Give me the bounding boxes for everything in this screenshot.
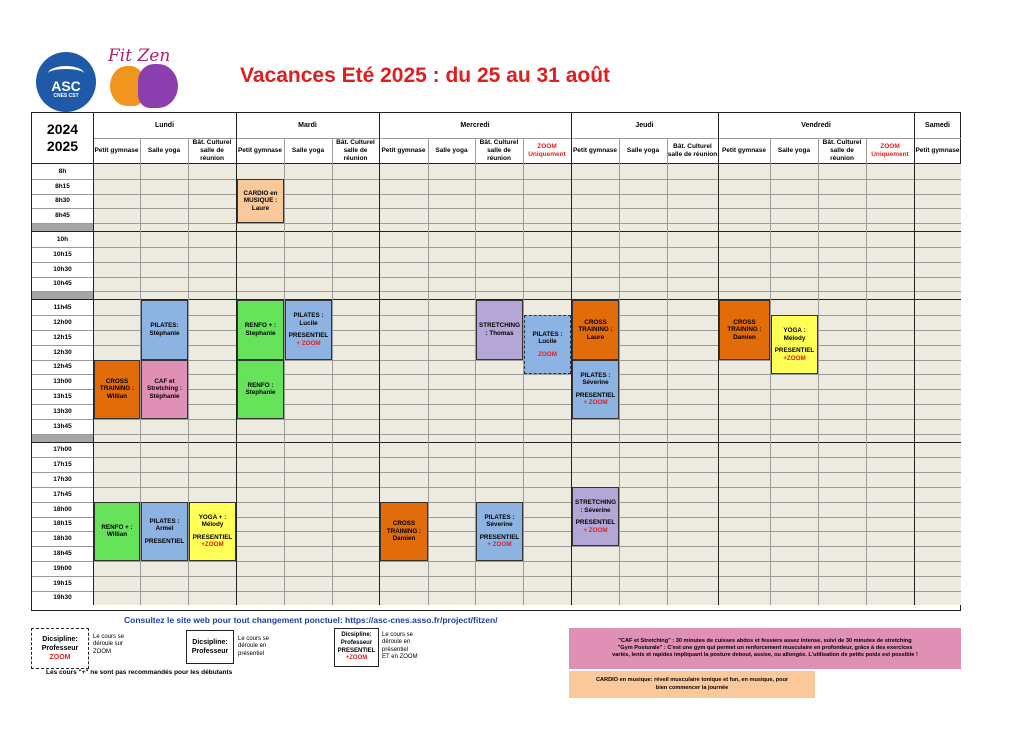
class-pilates-mercredi-zoom[interactable] bbox=[524, 315, 571, 374]
time-label: 8h45 bbox=[55, 212, 70, 220]
time-label: 17h45 bbox=[53, 490, 72, 498]
room-header: Bât. Culturel salle de réunion bbox=[192, 138, 232, 162]
legend-zoom-discipline: Dicsipline: bbox=[42, 636, 78, 643]
cardio-description-2: bien commencer la journée bbox=[655, 684, 729, 691]
class-label: PILATES : bbox=[149, 517, 180, 525]
class-label: Laure bbox=[586, 333, 605, 341]
class-label: Damien bbox=[392, 535, 416, 543]
class-yoga-vendredi[interactable] bbox=[771, 315, 818, 374]
room-header: Petit gymnase bbox=[721, 146, 767, 154]
room-header: Salle yoga bbox=[777, 146, 811, 154]
legend-presentiel-box bbox=[186, 630, 234, 664]
legend-zoom-prof: Professeur bbox=[41, 645, 79, 652]
class-label: RENFO + : bbox=[244, 322, 277, 330]
class-mode: PRESENTIEL bbox=[575, 519, 616, 527]
class-label: Lucile bbox=[299, 319, 318, 327]
time-label: 13h30 bbox=[53, 407, 72, 415]
time-label: 18h00 bbox=[53, 505, 72, 513]
time-label: 17h15 bbox=[53, 461, 72, 469]
class-label: CAF et bbox=[154, 377, 175, 385]
room-header: Petit gymnase bbox=[94, 146, 139, 154]
class-pilates-jeudi[interactable] bbox=[572, 360, 619, 419]
year-line-1: 2024 bbox=[46, 121, 79, 137]
legend-both-discipline: Dicsipline: bbox=[341, 632, 372, 639]
class-label: TRAINING : bbox=[386, 527, 422, 535]
room-header: Bât. Culturel salle de réunion bbox=[479, 138, 519, 162]
column-divider bbox=[332, 138, 333, 605]
column-divider bbox=[284, 138, 285, 605]
row-divider bbox=[32, 561, 961, 562]
class-mode: + ZOOM bbox=[583, 399, 608, 407]
class-label: TRAINING : bbox=[578, 326, 613, 334]
room-header: Salle yoga bbox=[147, 146, 181, 154]
class-stretching-jeudi[interactable] bbox=[572, 487, 619, 546]
day-header: Vendredi bbox=[801, 121, 831, 129]
gym-posturale-description-2: variés, lents et rapides impliquant la posture debout, assise, ou allongée. L'utilisation de petits poids est possible ! bbox=[612, 652, 918, 659]
header-divider bbox=[32, 163, 961, 164]
class-label: Damien bbox=[733, 333, 756, 341]
room-header: ZOOM Uniquement bbox=[871, 142, 909, 158]
legend-both-desc-2: déroule en bbox=[382, 639, 411, 646]
beginner-note: Les cours "+" ne sont pas recommandés pour les débutants bbox=[46, 669, 233, 676]
room-header: Bât. Culturel salle de réunion bbox=[667, 142, 718, 158]
class-label: PILATES : bbox=[484, 513, 515, 521]
asc-logo-subtext: CNES CST bbox=[53, 93, 79, 99]
column-divider bbox=[818, 138, 819, 605]
time-label: 12h15 bbox=[53, 333, 72, 341]
class-label: CROSS bbox=[584, 318, 607, 326]
time-label: 18h15 bbox=[53, 520, 72, 528]
header-row-divider bbox=[93, 138, 961, 139]
class-label: Armel bbox=[155, 525, 174, 533]
legend-zoom-desc-2: déroule sur bbox=[93, 641, 124, 648]
room-header: Salle yoga bbox=[626, 146, 660, 154]
legend-both-desc-1: Le cours se bbox=[382, 632, 414, 638]
class-label: : Séverine bbox=[580, 506, 611, 514]
day-divider bbox=[914, 113, 915, 605]
legend-pres-desc-1: Le cours se bbox=[238, 636, 270, 642]
day-header: Lundi bbox=[154, 121, 175, 129]
class-mode: PRESENTIEL bbox=[192, 533, 233, 541]
room-header: Salle yoga bbox=[291, 146, 325, 154]
class-mode: PRESENTIEL bbox=[479, 533, 520, 541]
class-label: Stéphanie bbox=[149, 392, 180, 400]
rocket-arc-icon bbox=[48, 66, 84, 81]
class-label: Stretching : bbox=[147, 385, 182, 393]
column-divider bbox=[428, 138, 429, 605]
class-mode: PRESENTIEL bbox=[288, 332, 329, 340]
class-label: TRAINING : bbox=[99, 385, 135, 393]
class-label: TRAINING : bbox=[727, 326, 762, 334]
class-label: YOGA + : bbox=[198, 513, 227, 521]
class-label: PILATES: bbox=[150, 322, 179, 330]
time-label: 10h bbox=[56, 236, 69, 244]
day-header: Mercredi bbox=[460, 121, 490, 129]
row-divider bbox=[32, 487, 961, 488]
legend-pres-desc-3: présentiel bbox=[238, 650, 265, 657]
class-pilates-mercredi-soir[interactable] bbox=[476, 502, 523, 561]
row-divider bbox=[32, 179, 961, 180]
class-label: Lucile bbox=[538, 338, 557, 346]
page-title: Vacances Eté 2025 : du 25 au 31 août bbox=[240, 64, 611, 87]
class-label: PILATES : bbox=[293, 312, 324, 320]
gym-posturale-description-1: "Gym Posturale" : C'est une gym qui permet un renforcement musculaire en profondeur, grâce à des exercices bbox=[617, 644, 913, 651]
class-cardio-mardi[interactable] bbox=[237, 179, 284, 223]
class-yoga-lundi-soir[interactable] bbox=[189, 502, 236, 561]
room-header: Petit gymnase bbox=[237, 146, 283, 154]
class-cross-mercredi[interactable] bbox=[380, 502, 428, 561]
row-divider bbox=[32, 457, 961, 458]
class-mode: + ZOOM bbox=[583, 526, 608, 534]
row-divider bbox=[32, 223, 961, 224]
room-header: Petit gymnase bbox=[381, 146, 426, 154]
class-stretching-mercredi[interactable] bbox=[476, 300, 523, 359]
time-label: 12h30 bbox=[53, 348, 72, 356]
time-label: 19h00 bbox=[53, 564, 72, 572]
class-label: Willian bbox=[106, 531, 128, 539]
class-mode: + ZOOM bbox=[487, 541, 512, 549]
class-label: Stephanie bbox=[245, 389, 276, 397]
fitzen-logo-text: Fit Zen bbox=[108, 46, 171, 66]
row-divider bbox=[32, 247, 961, 248]
year-line-2: 2025 bbox=[46, 138, 79, 154]
day-header: Mardi bbox=[298, 121, 317, 129]
class-label: STRETCHING bbox=[479, 322, 520, 330]
class-pilates-lundi-soir[interactable] bbox=[141, 502, 188, 561]
class-label: Laure bbox=[251, 204, 270, 212]
caf-description: "CAF et Stretching" : 30 minutes de cuisses abdos et fessiers assez intense, suivi de 30 minutes de stretching bbox=[618, 637, 912, 644]
column-divider bbox=[619, 138, 620, 605]
room-header: Bât. Culturel salle de réunion bbox=[822, 138, 862, 162]
time-label: 17h00 bbox=[53, 446, 72, 454]
asc-logo-text: ASC bbox=[51, 78, 81, 94]
class-label: Séverine bbox=[486, 521, 513, 529]
room-header: Petit gymnase bbox=[572, 146, 618, 154]
legend-zoom-tag: ZOOM bbox=[49, 654, 71, 661]
time-label: 8h bbox=[58, 167, 67, 175]
class-label: Stephanie bbox=[245, 329, 276, 337]
class-label: CROSS bbox=[733, 318, 756, 326]
column-divider bbox=[866, 138, 867, 605]
row-divider bbox=[32, 434, 961, 435]
class-renfo-mardi-2[interactable] bbox=[237, 360, 284, 419]
class-label: : Thomas bbox=[485, 329, 514, 337]
fitzen-logo bbox=[102, 46, 186, 108]
row-divider bbox=[32, 277, 961, 278]
class-label: CARDIO en MUSIQUE : bbox=[243, 189, 278, 205]
legend-pres-discipline: Dicsipline: bbox=[192, 639, 228, 646]
time-label: 17h30 bbox=[53, 476, 72, 484]
class-mode: +ZOOM bbox=[201, 541, 224, 549]
day-header: Samedi bbox=[925, 121, 950, 129]
legend-zoom-box bbox=[31, 628, 89, 669]
website-link[interactable]: Consultez le site web pour tout changement ponctuel: https://asc-cnes.asso.fr/project/fitzen/ bbox=[124, 615, 498, 625]
class-label: Mélody bbox=[201, 521, 224, 529]
row-divider bbox=[32, 291, 961, 292]
legend-zoom-desc-3: ZOOM bbox=[93, 648, 111, 655]
row-divider bbox=[32, 591, 961, 592]
legend-pres-desc-2: déroule en bbox=[238, 643, 267, 650]
class-label: Willian bbox=[106, 392, 128, 400]
class-label: RENFO + : bbox=[101, 523, 133, 531]
legend-both-box bbox=[334, 628, 379, 667]
row-divider bbox=[32, 208, 961, 209]
room-header: Petit gymnase bbox=[915, 146, 960, 154]
time-label: 10h30 bbox=[53, 265, 72, 273]
legend-both-presentiel: PRESENTIEL bbox=[337, 647, 376, 654]
legend-pres-prof: Professeur bbox=[191, 648, 229, 655]
class-label: Mélody bbox=[783, 334, 806, 342]
class-mode: PRESENTIEL bbox=[144, 537, 185, 545]
class-label: YOGA : bbox=[783, 327, 806, 335]
class-label: RENFO : bbox=[247, 381, 274, 389]
legend-pres-desc bbox=[238, 636, 269, 658]
row-divider bbox=[32, 419, 961, 420]
class-caf-lundi[interactable] bbox=[141, 360, 188, 419]
time-label: 13h00 bbox=[53, 378, 72, 386]
class-renfo-mardi[interactable] bbox=[237, 300, 284, 359]
class-label: Séverine bbox=[582, 379, 609, 387]
class-mode: PRESENTIEL bbox=[575, 391, 616, 399]
class-label: STRETCHING bbox=[575, 498, 616, 506]
row-divider bbox=[32, 472, 961, 473]
legend-both-desc-3: présentiel bbox=[382, 646, 409, 653]
class-renfo-lundi[interactable] bbox=[94, 502, 140, 561]
class-cross-vendredi[interactable] bbox=[719, 300, 770, 359]
time-label: 19h30 bbox=[53, 594, 72, 602]
class-label: CROSS bbox=[105, 377, 129, 385]
time-label: 8h30 bbox=[55, 197, 70, 205]
asc-logo bbox=[36, 52, 96, 112]
class-pilates-lundi[interactable] bbox=[141, 300, 188, 359]
class-pilates-mardi[interactable] bbox=[285, 300, 332, 359]
legend-both-desc bbox=[382, 632, 418, 662]
cardio-description-1: CARDIO en musique: réveil musculaire tonique et fun, en musique, pour bbox=[595, 677, 789, 684]
class-label: PILATES : bbox=[580, 371, 611, 379]
row-divider bbox=[32, 262, 961, 263]
room-header: Bât. Culturel salle de réunion bbox=[336, 138, 375, 162]
row-divider bbox=[32, 194, 961, 195]
class-label: Stéphanie bbox=[149, 329, 180, 337]
cardio-description bbox=[569, 671, 815, 698]
class-mode: ZOOM bbox=[538, 351, 557, 359]
time-label: 19h15 bbox=[53, 579, 72, 587]
legend-both-desc-4: ET en ZOOM bbox=[382, 654, 418, 661]
time-label: 11h45 bbox=[53, 304, 72, 312]
class-mode: PRESENTIEL bbox=[774, 347, 815, 355]
time-label: 18h45 bbox=[53, 550, 72, 558]
column-divider bbox=[667, 138, 668, 605]
time-label: 12h45 bbox=[53, 363, 72, 371]
class-mode: + ZOOM bbox=[296, 340, 321, 348]
class-cross-jeudi[interactable] bbox=[572, 300, 619, 359]
time-label: 10h15 bbox=[53, 250, 72, 258]
room-header: ZOOM Uniquement bbox=[528, 142, 566, 158]
legend-zoom-desc bbox=[93, 634, 124, 656]
row-divider bbox=[32, 576, 961, 577]
time-label: 12h00 bbox=[53, 319, 72, 327]
time-label: 13h45 bbox=[53, 422, 72, 430]
schedule-table bbox=[31, 112, 961, 611]
day-header: Jeudi bbox=[635, 121, 654, 129]
class-label: CROSS bbox=[392, 520, 416, 527]
time-label: 8h15 bbox=[55, 182, 70, 190]
legend-both-zoom: +ZOOM bbox=[345, 655, 368, 662]
legend-both-prof: Professeur bbox=[340, 639, 373, 646]
room-header: Salle yoga bbox=[435, 146, 468, 154]
time-label: 10h45 bbox=[53, 280, 72, 288]
time-label: 13h15 bbox=[53, 393, 72, 401]
class-mode: +ZOOM bbox=[783, 354, 806, 362]
yoga-figure-icon bbox=[138, 64, 178, 108]
class-label: PILATES : bbox=[532, 330, 563, 338]
legend-zoom-desc-1: Le cours se bbox=[93, 634, 125, 640]
class-cross-lundi[interactable] bbox=[94, 360, 140, 419]
year-label bbox=[32, 113, 93, 163]
caf-gym-description bbox=[569, 628, 961, 669]
time-label: 18h30 bbox=[53, 535, 72, 543]
